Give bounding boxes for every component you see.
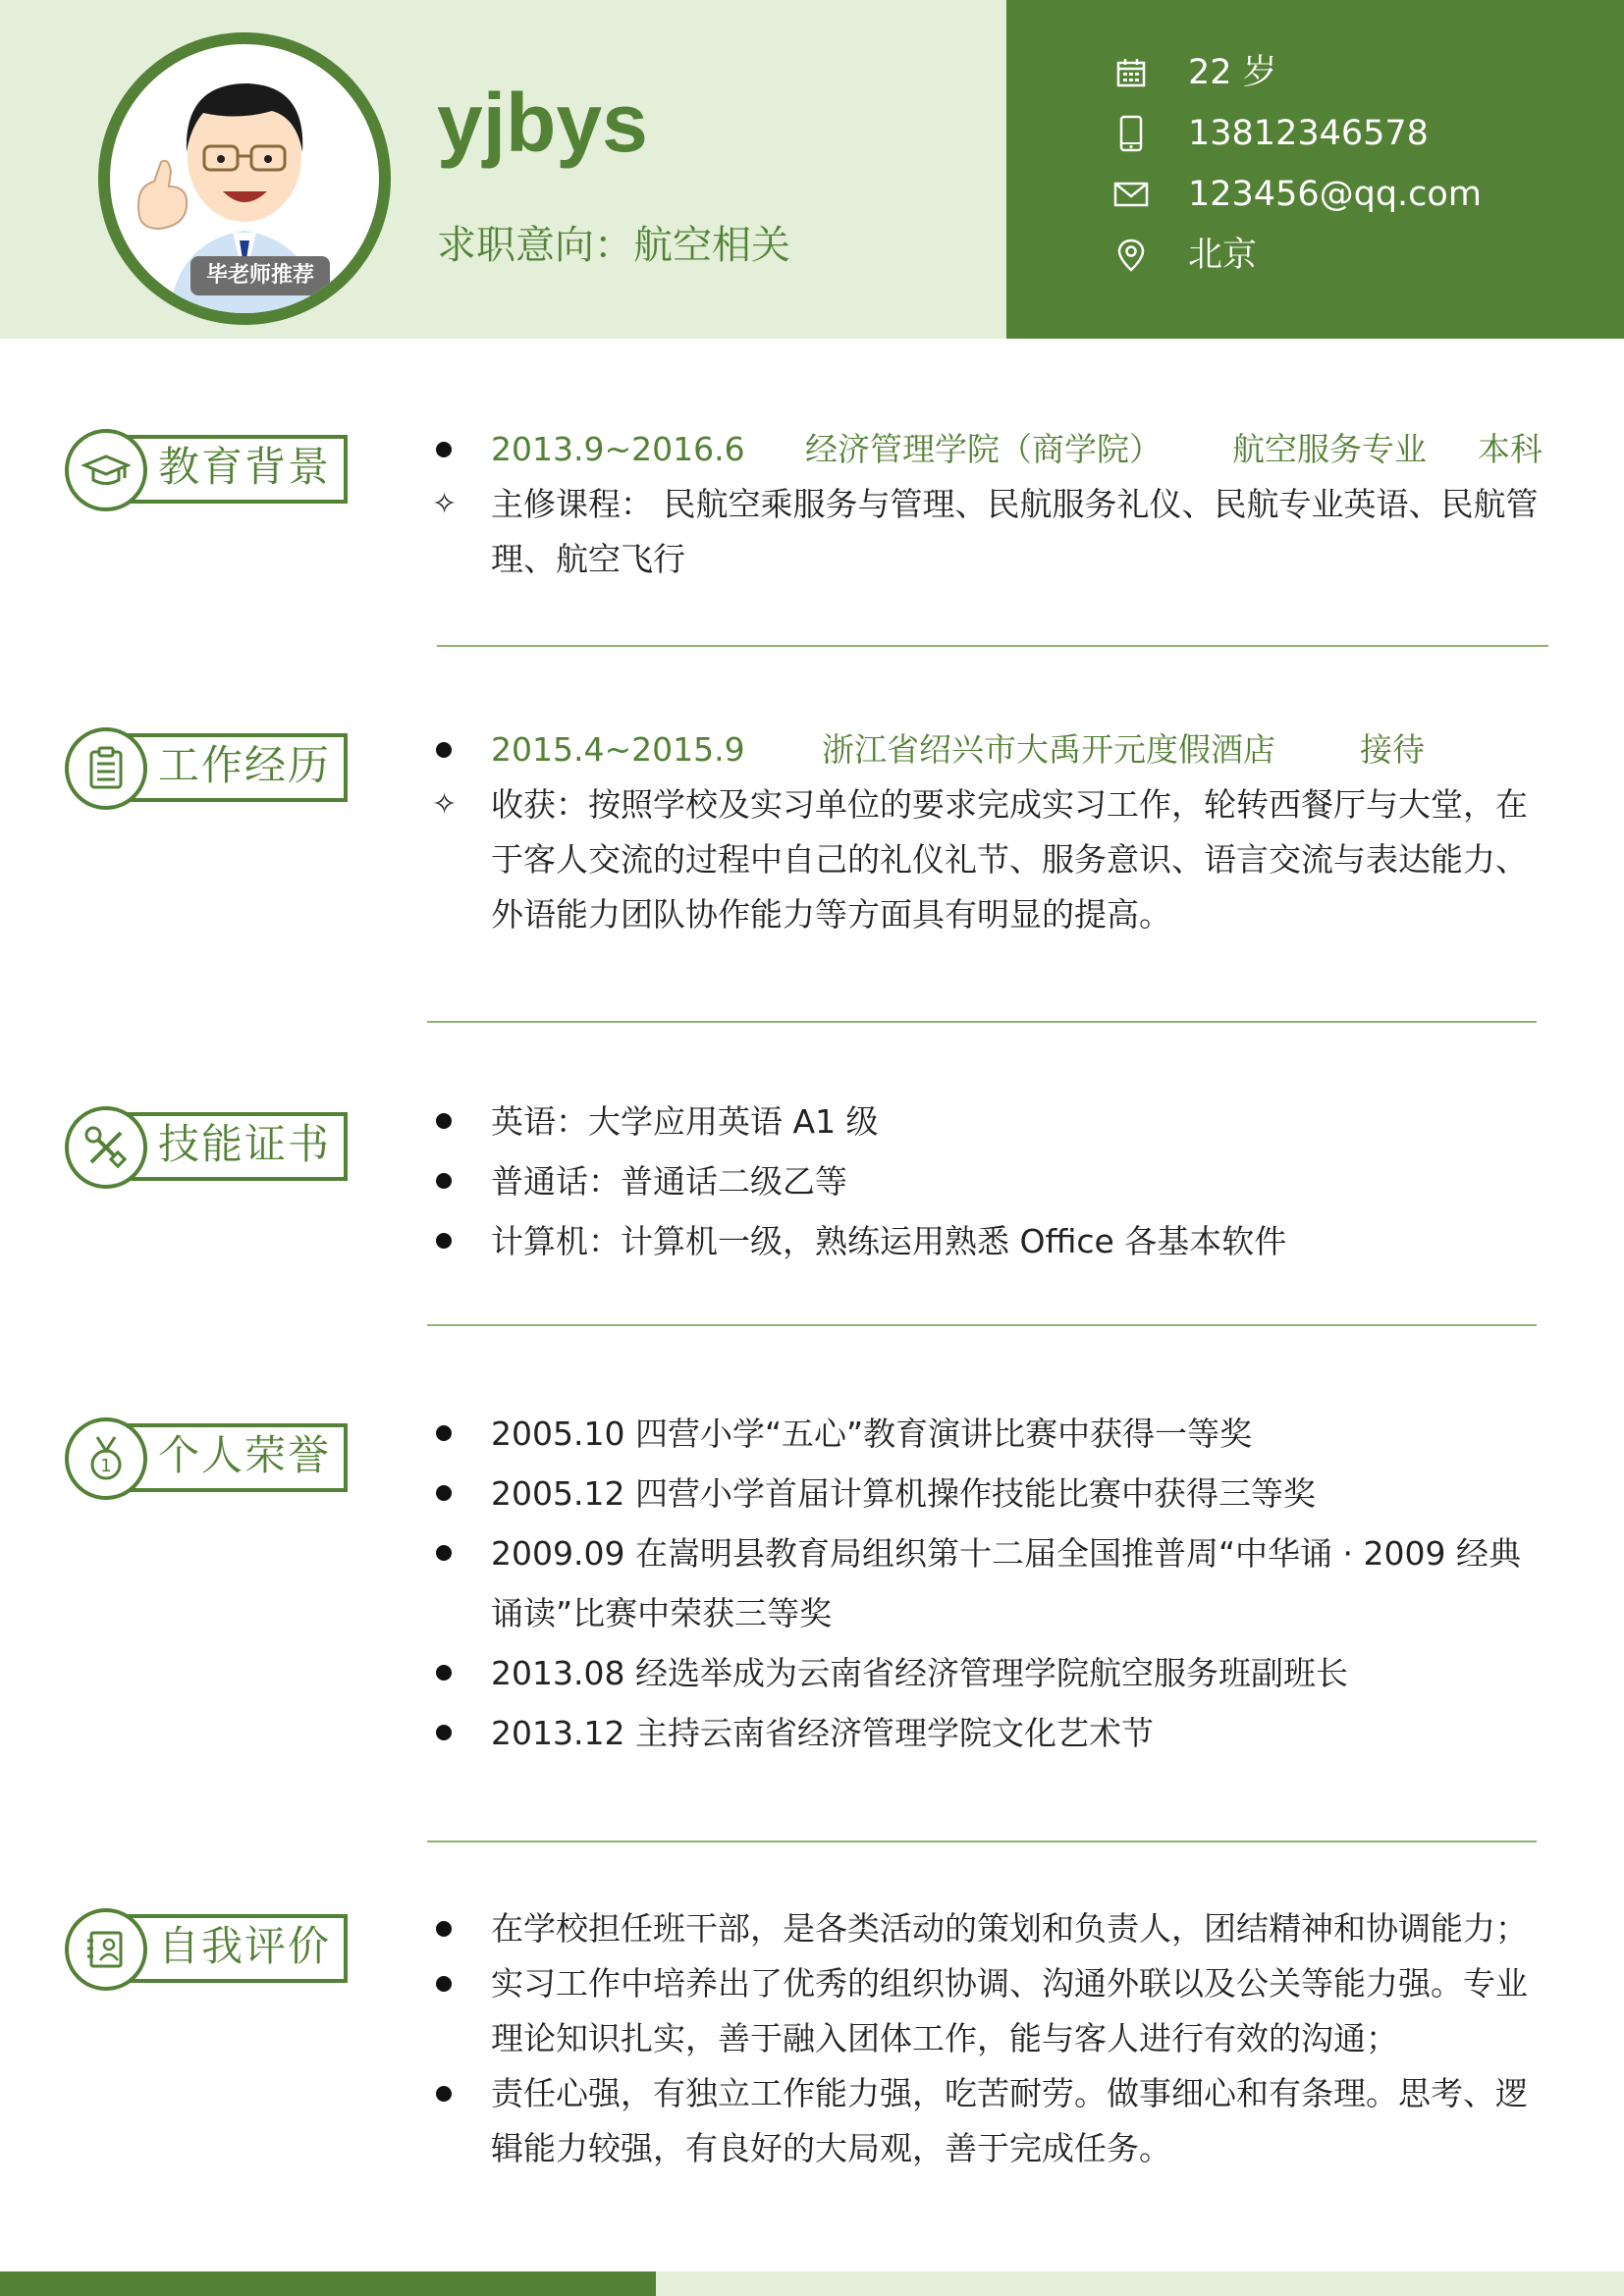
list-item <box>432 1404 1581 1464</box>
avatar-badge: 毕老师推荐 <box>190 256 330 295</box>
contact-phone <box>1110 106 1429 161</box>
list-item <box>432 1523 1581 1643</box>
bullet <box>436 1921 452 1937</box>
self-content <box>432 1901 1581 2176</box>
bullet <box>436 2086 452 2102</box>
education-period: 2013.9~2016.6 <box>491 430 745 468</box>
list-item <box>432 1643 1581 1703</box>
phone-icon <box>1110 112 1153 155</box>
section-title-education: 教育背景 <box>158 443 332 491</box>
avatar <box>98 32 391 325</box>
bullet <box>436 742 452 758</box>
section-title-self: 自我评价 <box>158 1922 332 1970</box>
work-gain <box>432 777 1581 942</box>
honor-item: 2013.08 经选举成为云南省经济管理学院航空服务班副班长 <box>491 1654 1348 1692</box>
list-item <box>432 2066 1581 2176</box>
education-courses-text: 主修课程： 民航空乘服务与管理、民航服务礼仪、民航专业英语、民航管理、航空飞行 <box>491 485 1539 578</box>
bullet <box>436 1233 452 1249</box>
clipboard-icon <box>65 727 147 810</box>
work-role: 接待 <box>1360 730 1425 769</box>
work-gain-text: 收获：按照学校及实习单位的要求完成实习工作，轮转西餐厅与大堂，在于客人交流的过程中自己的礼仪礼节、服务意识、语言交流与表达能力、外语能力团队协作能力等方面具有明显的提高。 <box>491 785 1528 934</box>
bullet <box>436 1485 452 1501</box>
bullet <box>436 1725 452 1740</box>
education-entry <box>432 422 1581 477</box>
education-major: 航空服务专业 <box>1232 430 1427 468</box>
mail-icon <box>1110 173 1153 216</box>
candidate-name: yjbys <box>437 77 648 169</box>
work-company: 浙江省绍兴市大禹开元度假酒店 <box>822 730 1275 769</box>
section-label-self <box>65 1912 346 1981</box>
section-label-skills <box>65 1110 346 1179</box>
self-item: 责任心强，有独立工作能力强，吃苦耐劳。做事细心和有条理。思考、逻辑能力较强，有良好的大局观，善于完成任务。 <box>491 2074 1528 2167</box>
contact-phone-text: 13812346578 <box>1188 114 1429 153</box>
divider <box>437 645 1548 647</box>
self-item: 在学校担任班干部，是各类活动的策划和负责人，团结精神和协调能力； <box>491 1909 1528 1948</box>
skill-item: 计算机：计算机一级，熟练运用熟悉 Office 各基本软件 <box>491 1222 1287 1260</box>
section-label-honors <box>65 1421 346 1490</box>
skill-item: 普通话：普通话二级乙等 <box>491 1162 847 1201</box>
calendar-icon <box>1110 51 1153 94</box>
profile-card-icon <box>65 1908 147 1991</box>
skills-content <box>432 1092 1581 1271</box>
bullet <box>436 1425 452 1441</box>
honor-item: 2005.10 四营小学“五心”教育演讲比赛中获得一等奖 <box>491 1415 1253 1453</box>
honor-item: 2009.09 在嵩明县教育局组织第十二届全国推普周“中华诵 · 2009 经典诵读”比赛中荣获三等奖 <box>491 1534 1521 1632</box>
section-label-education <box>65 433 346 502</box>
work-entry <box>432 722 1581 777</box>
education-degree: 本科 <box>1478 430 1543 468</box>
footer-bar-light <box>656 2271 1624 2296</box>
education-school: 经济管理学院（商学院） <box>805 430 1162 468</box>
divider <box>427 1021 1537 1023</box>
list-item <box>432 1151 1581 1211</box>
avatar-image <box>110 44 379 313</box>
list-item <box>432 1092 1581 1151</box>
section-title-skills: 技能证书 <box>158 1120 332 1168</box>
bullet <box>436 1545 452 1561</box>
contact-location <box>1110 228 1257 283</box>
self-item: 实习工作中培养出了优秀的组织协调、沟通外联以及公关等能力强。专业理论知识扎实，善于融入团体工作，能与客人进行有效的沟通； <box>491 1964 1528 2057</box>
honor-item: 2013.12 主持云南省经济管理学院文化艺术节 <box>491 1714 1154 1752</box>
section-label-work <box>65 731 346 800</box>
divider <box>427 1324 1537 1326</box>
honors-content <box>432 1404 1581 1763</box>
skill-item: 英语：大学应用英语 A1 级 <box>491 1102 879 1141</box>
list-item <box>432 1956 1581 2066</box>
education-content <box>432 422 1581 587</box>
sparkle-bullet-icon: ✧ <box>432 487 458 521</box>
list-item <box>432 1464 1581 1523</box>
contact-age <box>1110 45 1277 100</box>
section-title-work: 工作经历 <box>158 741 332 789</box>
list-item <box>432 1211 1581 1271</box>
bullet <box>436 1976 452 1992</box>
contact-age-text: 22 岁 <box>1188 53 1277 92</box>
bullet <box>436 442 452 457</box>
medal-icon <box>65 1417 147 1500</box>
job-intent: 求职意向：航空相关 <box>437 223 790 268</box>
bullet <box>436 1113 452 1129</box>
footer-bar-dark <box>0 2271 656 2296</box>
section-title-honors: 个人荣誉 <box>158 1431 332 1479</box>
contact-email-text: 123456@qq.com <box>1188 175 1482 214</box>
tools-icon <box>65 1106 147 1189</box>
honor-item: 2005.12 四营小学首届计算机操作技能比赛中获得三等奖 <box>491 1474 1316 1513</box>
sparkle-bullet-icon: ✧ <box>432 787 458 822</box>
list-item <box>432 1901 1581 1956</box>
contact-location-text: 北京 <box>1188 236 1258 275</box>
bullet <box>436 1665 452 1681</box>
list-item <box>432 1703 1581 1763</box>
contact-email <box>1110 167 1482 222</box>
work-content <box>432 722 1581 942</box>
education-courses <box>432 477 1581 587</box>
graduation-cap-icon <box>65 429 147 511</box>
bullet <box>436 1173 452 1189</box>
work-period: 2015.4~2015.9 <box>491 730 745 769</box>
divider <box>427 1841 1537 1842</box>
svg-text:1: 1 <box>100 1456 112 1476</box>
location-icon <box>1110 234 1153 277</box>
